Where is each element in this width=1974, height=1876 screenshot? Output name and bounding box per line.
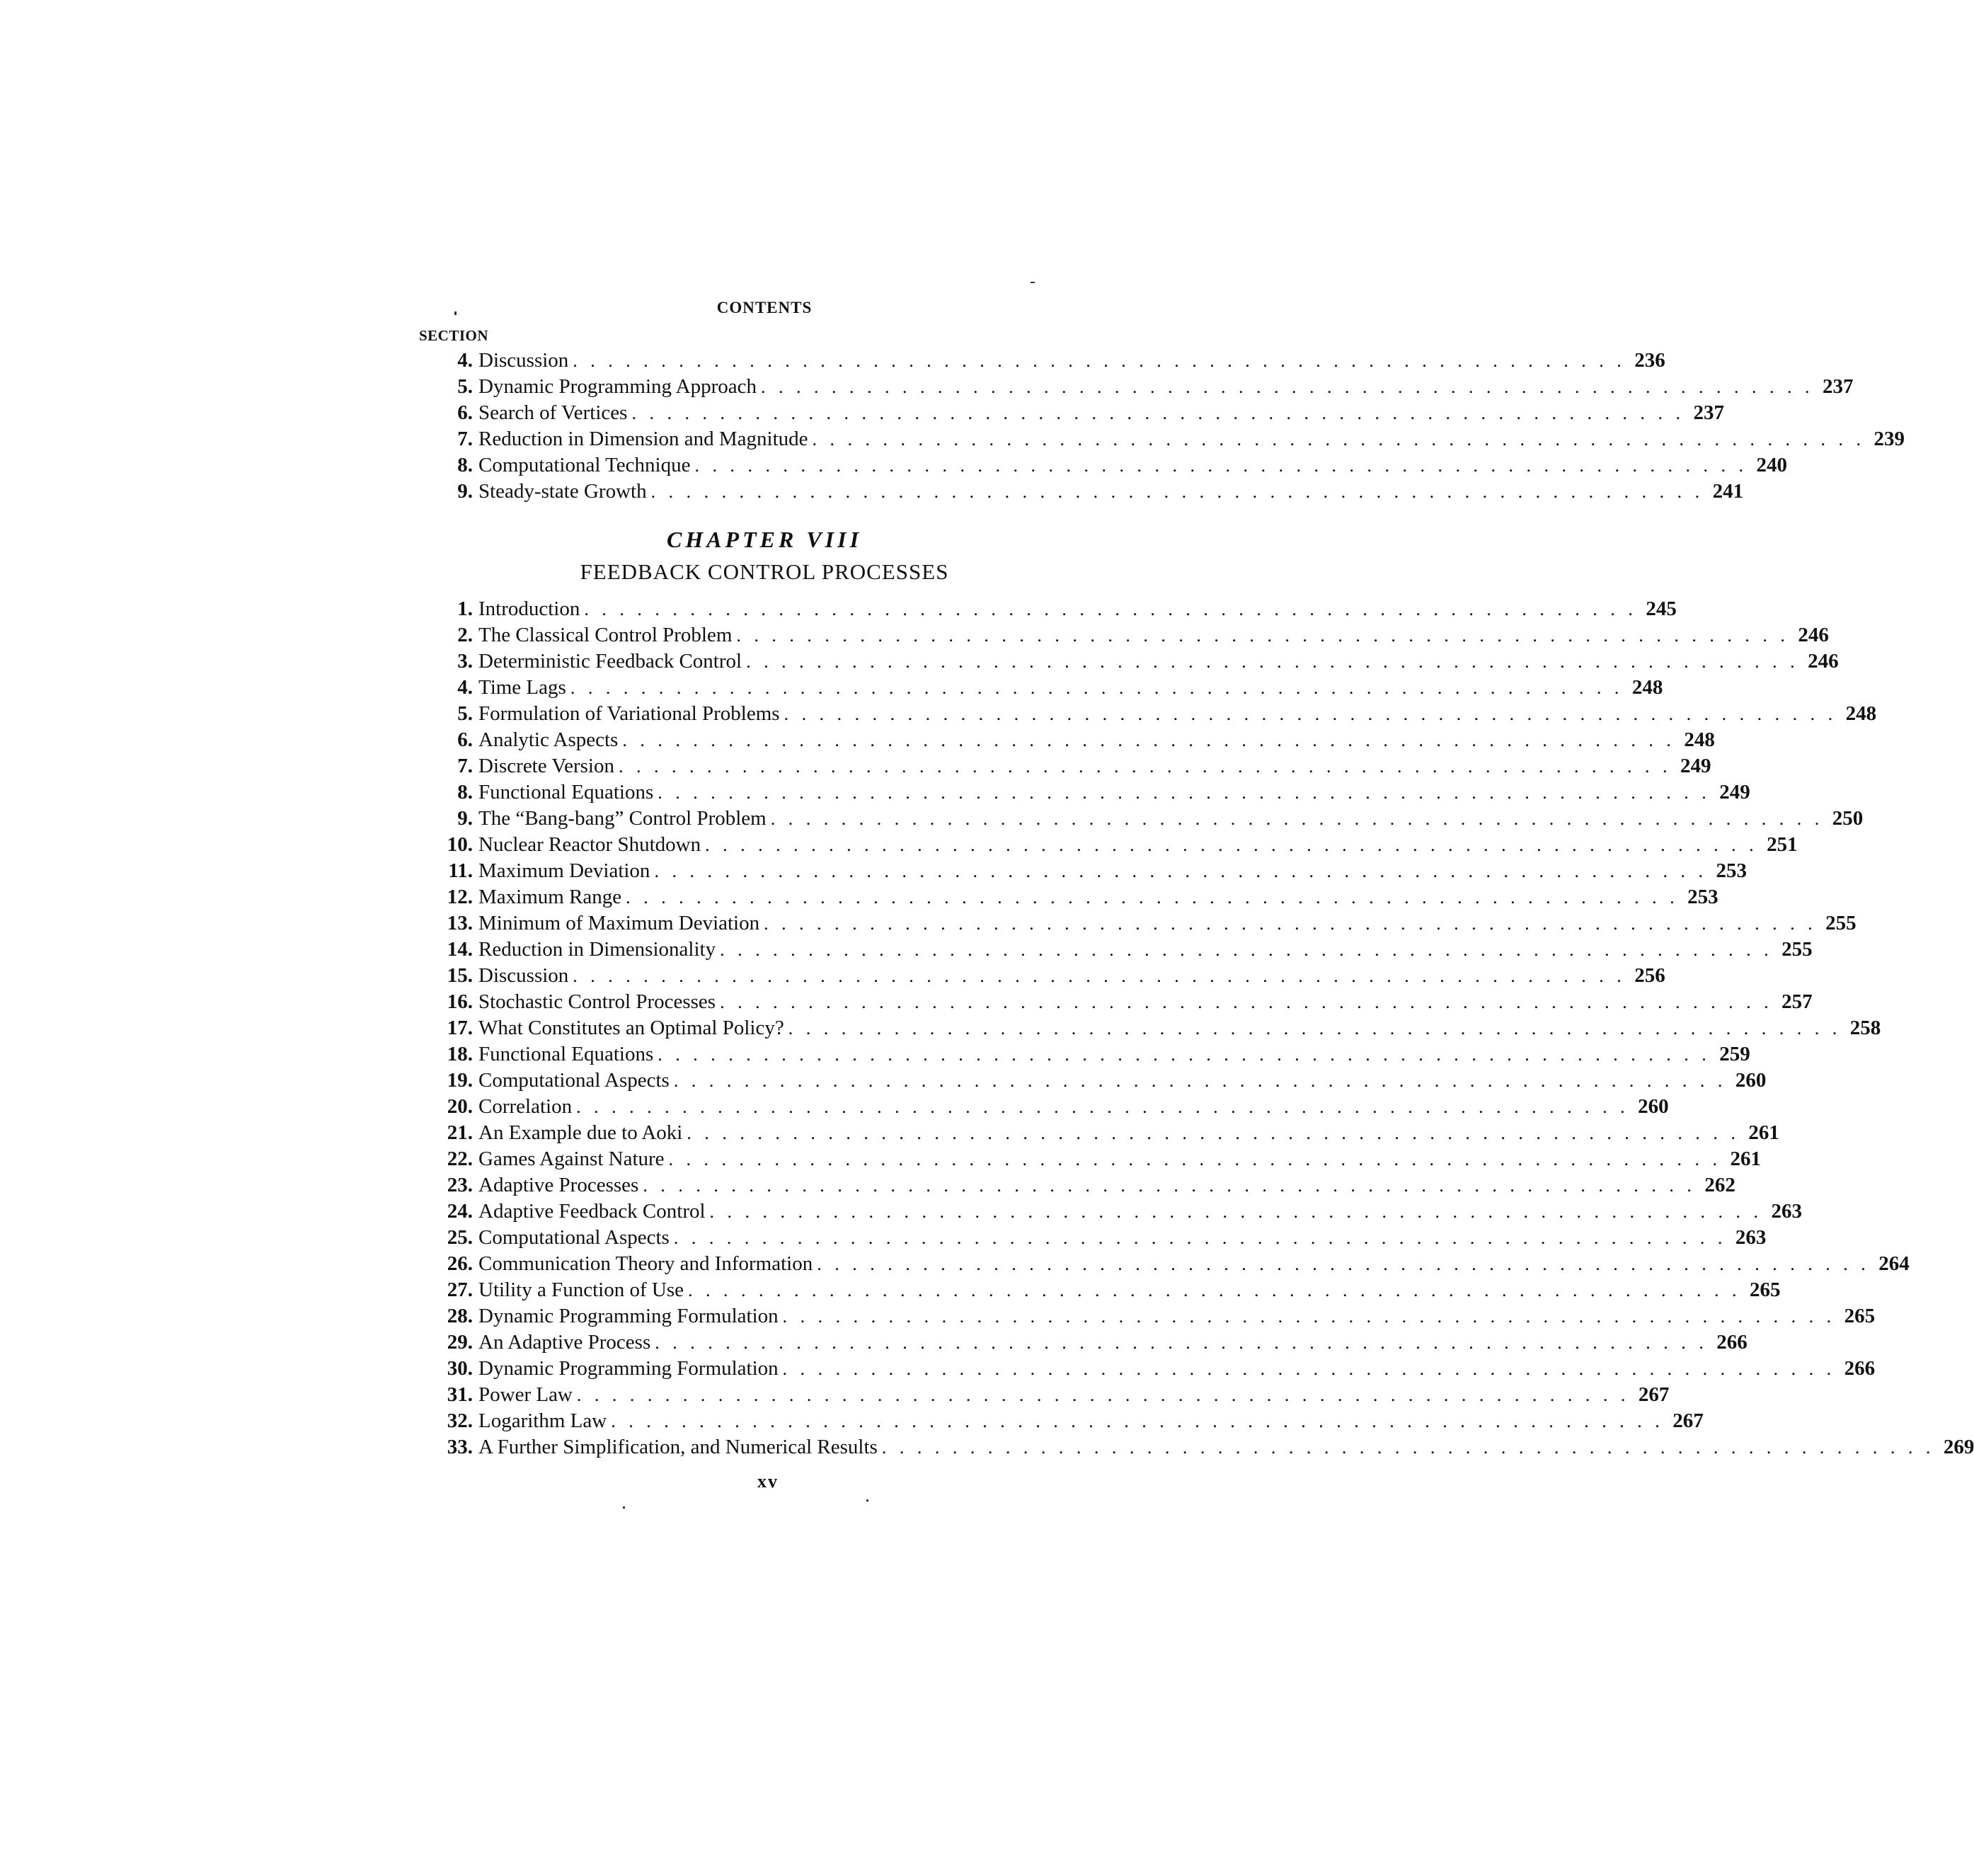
entry-page-number: 258 (1849, 1017, 1881, 1039)
toc-entry (418, 753, 1711, 779)
entry-title: Dynamic Programming Approach (478, 375, 757, 398)
dot-leader: . . . . . . . . . . . . . . . . . . . . . . . . . . . . . . . . . . . . . . . . . . . . . . . . . . . . . . . . . . . . (782, 1306, 1836, 1327)
entry-page-number: 262 (1704, 1174, 1735, 1196)
entry-number: 29. (447, 1331, 473, 1354)
dot-leader: . . . . . . . . . . . . . . . . . . . . . . . . . . . . . . . . . . . . . . . . . . . . . . . . . . . . . . . . . . . . (626, 887, 1679, 908)
entry-page-number: 236 (1634, 349, 1665, 372)
toc-entry (418, 452, 1787, 479)
entry-number: 17. (447, 1017, 473, 1039)
entry-page-number: 263 (1771, 1200, 1803, 1223)
entry-number: 22. (447, 1148, 473, 1170)
entry-page-number: 237 (1823, 375, 1854, 398)
dot-leader: . . . . . . . . . . . . . . . . . . . . . . . . . . . . . . . . . . . . . . . . . . . . . . . . . . . . . . . . . . . . (673, 1070, 1727, 1091)
toc-continued-list (418, 348, 1905, 505)
entry-page-number: 241 (1712, 480, 1744, 503)
toc-entry (418, 1068, 1767, 1094)
entry-number: 7. (457, 428, 473, 450)
dot-leader: . . . . . . . . . . . . . . . . . . . . . . . . . . . . . . . . . . . . . . . . . . . . . . . . . . . . . . . . . . . . (881, 1437, 1935, 1458)
entry-title: Stochastic Control Processes (478, 990, 716, 1013)
dot-leader: . . . . . . . . . . . . . . . . . . . . . . . . . . . . . . . . . . . . . . . . . . . . . . . . . . . . . . . . . . . . (668, 1149, 1722, 1169)
entry-number: 27. (447, 1279, 473, 1301)
dot-leader: . . . . . . . . . . . . . . . . . . . . . . . . . . . . . . . . . . . . . . . . . . . . . . . . . . . . . . . . . . . . (570, 677, 1624, 698)
entry-title: Dynamic Programming Formulation (478, 1357, 779, 1380)
entry-number: 30. (447, 1357, 473, 1380)
entry-page-number: 267 (1638, 1383, 1670, 1406)
toc-entry (418, 1329, 1748, 1356)
dot-leader: . . . . . . . . . . . . . . . . . . . . . . . . . . . . . . . . . . . . . . . . . . . . . . . . . . . . . . . . . . . . (631, 403, 1685, 423)
entry-number: 9. (457, 480, 473, 503)
entry-number: 12. (447, 886, 473, 908)
entry-title: Computational Aspects (478, 1226, 670, 1249)
entry-title: Steady-state Growth (478, 480, 647, 503)
toc-entry (418, 1015, 1881, 1041)
entry-page-number: 253 (1687, 886, 1718, 908)
page-folio: xv (757, 1471, 779, 1492)
dot-leader: . . . . . . . . . . . . . . . . . . . . . . . . . . . . . . . . . . . . . . . . . . . . . . . . . . . . . . . . . . . . (709, 1201, 1763, 1222)
toc-chapter-list (418, 596, 1974, 1460)
entry-page-number: 246 (1808, 650, 1839, 673)
toc-entry (418, 989, 1813, 1015)
entry-number: 1. (457, 597, 473, 620)
entry-page-number: 239 (1873, 428, 1905, 450)
toc-entry (418, 675, 1663, 701)
entry-page-number: 240 (1756, 454, 1787, 476)
entry-title: Nuclear Reactor Shutdown (478, 833, 701, 856)
entry-title: Correlation (478, 1095, 573, 1118)
toc-entry (418, 1120, 1779, 1146)
entry-title: Adaptive Processes (478, 1174, 639, 1196)
entry-page-number: 246 (1798, 624, 1829, 646)
dot-leader: . . . . . . . . . . . . . . . . . . . . . . . . . . . . . . . . . . . . . . . . . . . . . . . . . . . . . . . . . . . . (812, 429, 1866, 450)
toc-entry (418, 910, 1857, 937)
toc-entry (418, 779, 1750, 806)
entry-page-number: 265 (1844, 1305, 1876, 1327)
dot-leader: . . . . . . . . . . . . . . . . . . . . . . . . . . . . . . . . . . . . . . . . . . . . . . . . . . . . . . . . . . . . (618, 756, 1672, 777)
entry-number: 3. (457, 650, 473, 673)
entry-title: Functional Equations (478, 1043, 654, 1065)
toc-entry (418, 1356, 1876, 1382)
entry-number: 33. (447, 1436, 473, 1458)
entry-number: 31. (447, 1383, 473, 1406)
dot-leader: . . . . . . . . . . . . . . . . . . . . . . . . . . . . . . . . . . . . . . . . . . . . . . . . . . . . . . . . . . . . (736, 625, 1789, 646)
running-head: CONTENTS (716, 299, 813, 316)
entry-page-number: 266 (1844, 1357, 1876, 1380)
entry-number: 4. (457, 349, 473, 372)
dot-leader: . . . . . . . . . . . . . . . . . . . . . . . . . . . . . . . . . . . . . . . . . . . . . . . . . . . . . . . . . . . . (658, 782, 1711, 803)
entry-page-number: 255 (1825, 912, 1857, 934)
entry-page-number: 269 (1943, 1436, 1974, 1458)
entry-number: 24. (447, 1200, 473, 1223)
entry-number: 15. (447, 964, 473, 987)
chapter-number: CHAPTER VIII (666, 527, 863, 552)
entry-page-number: 263 (1735, 1226, 1767, 1249)
dot-leader: . . . . . . . . . . . . . . . . . . . . . . . . . . . . . . . . . . . . . . . . . . . . . . . . . . . . . . . . . . . . (720, 992, 1773, 1012)
entry-page-number: 260 (1638, 1095, 1669, 1118)
entry-title: Adaptive Feedback Control (478, 1200, 706, 1223)
entry-number: 20. (447, 1095, 473, 1118)
entry-title: What Constitutes an Optimal Policy? (478, 1017, 784, 1039)
entry-number: 21. (447, 1121, 473, 1144)
dot-leader: . . . . . . . . . . . . . . . . . . . . . . . . . . . . . . . . . . . . . . . . . . . . . . . . . . . . . . . . . . . . (788, 1018, 1842, 1039)
entry-page-number: 248 (1631, 676, 1663, 699)
entry-page-number: 253 (1716, 859, 1747, 882)
entry-page-number: 251 (1767, 833, 1798, 856)
entry-page-number: 250 (1832, 807, 1864, 830)
dot-leader: . . . . . . . . . . . . . . . . . . . . . . . . . . . . . . . . . . . . . . . . . . . . . . . . . . . . . . . . . . . . (746, 651, 1799, 672)
entry-number: 28. (447, 1305, 473, 1327)
entry-title: Functional Equations (478, 781, 654, 803)
entry-number: 18. (447, 1043, 473, 1065)
dot-leader: . . . . . . . . . . . . . . . . . . . . . . . . . . . . . . . . . . . . . . . . . . . . . . . . . . . . . . . . . . . . (673, 1228, 1727, 1248)
entry-title: An Example due to Aoki (478, 1121, 683, 1144)
entry-number: 14. (447, 938, 473, 961)
dot-leader: . . . . . . . . . . . . . . . . . . . . . . . . . . . . . . . . . . . . . . . . . . . . . . . . . . . . . . . . . . . . (654, 861, 1707, 881)
dot-leader: . . . . . . . . . . . . . . . . . . . . . . . . . . . . . . . . . . . . . . . . . . . . . . . . . . . . . . . . . . . . (705, 835, 1758, 855)
dot-leader: . . . . . . . . . . . . . . . . . . . . . . . . . . . . . . . . . . . . . . . . . . . . . . . . . . . . . . . . . . . . (687, 1123, 1740, 1143)
entry-number: 26. (447, 1252, 473, 1275)
entry-title: Games Against Nature (478, 1148, 665, 1170)
entry-title: Computational Aspects (478, 1069, 670, 1092)
toc-entry (418, 1408, 1704, 1434)
entry-page-number: 265 (1749, 1279, 1781, 1301)
entry-page-number: 267 (1672, 1409, 1704, 1432)
entry-title: Maximum Deviation (478, 859, 650, 882)
toc-entry (418, 937, 1813, 963)
entry-title: Discussion (478, 964, 569, 987)
entry-title: An Adaptive Process (478, 1331, 651, 1354)
entry-page-number: 260 (1735, 1069, 1767, 1092)
entry-page-number: 261 (1730, 1148, 1762, 1170)
scan-speck (623, 1506, 625, 1509)
toc-entry (418, 884, 1718, 910)
toc-entry (418, 832, 1798, 858)
toc-entry (418, 648, 1839, 675)
toc-entry (418, 1094, 1669, 1120)
entry-page-number: 256 (1634, 964, 1665, 987)
dot-leader: . . . . . . . . . . . . . . . . . . . . . . . . . . . . . . . . . . . . . . . . . . . . . . . . . . . . . . . . . . . . (573, 966, 1626, 986)
toc-entry (418, 1172, 1735, 1199)
dot-leader: . . . . . . . . . . . . . . . . . . . . . . . . . . . . . . . . . . . . . . . . . . . . . . . . . . . . . . . . . . . . (764, 913, 1817, 934)
entry-title: Computational Technique (478, 454, 691, 476)
entry-page-number: 259 (1719, 1043, 1750, 1065)
entry-title: Utility a Function of Use (478, 1279, 684, 1301)
entry-title: A Further Simplification, and Numerical Results (478, 1436, 878, 1458)
dot-leader: . . . . . . . . . . . . . . . . . . . . . . . . . . . . . . . . . . . . . . . . . . . . . . . . . . . . . . . . . . . . (694, 455, 1748, 476)
entry-page-number: 257 (1781, 990, 1813, 1013)
entry-number: 6. (457, 401, 473, 424)
toc-entry (418, 858, 1747, 884)
entry-title: Search of Vertices (478, 401, 628, 424)
toc-entry (418, 1434, 1974, 1460)
toc-entry (418, 1251, 1910, 1277)
entry-number: 32. (447, 1409, 473, 1432)
entry-number: 25. (447, 1226, 473, 1249)
toc-entry (418, 1225, 1767, 1251)
entry-title: Discussion (478, 349, 569, 372)
dot-leader: . . . . . . . . . . . . . . . . . . . . . . . . . . . . . . . . . . . . . . . . . . . . . . . . . . . . . . . . . . . . (817, 1254, 1870, 1274)
toc-entry (418, 963, 1665, 989)
entry-page-number: 264 (1878, 1252, 1910, 1275)
dot-leader: . . . . . . . . . . . . . . . . . . . . . . . . . . . . . . . . . . . . . . . . . . . . . . . . . . . . . . . . . . . . (761, 377, 1814, 397)
dot-leader: . . . . . . . . . . . . . . . . . . . . . . . . . . . . . . . . . . . . . . . . . . . . . . . . . . . . . . . . . . . . (720, 939, 1773, 960)
entry-title: The Classical Control Problem (478, 624, 733, 646)
entry-number: 13. (447, 912, 473, 934)
toc-entry (418, 727, 1715, 753)
toc-entry (418, 1382, 1670, 1408)
entry-page-number: 248 (1845, 702, 1877, 725)
dot-leader: . . . . . . . . . . . . . . . . . . . . . . . . . . . . . . . . . . . . . . . . . . . . . . . . . . . . . . . . . . . . (784, 704, 1837, 724)
entry-number: 8. (457, 454, 473, 476)
entry-number: 16. (447, 990, 473, 1013)
entry-number: 9. (457, 807, 473, 830)
entry-number: 6. (457, 728, 473, 751)
entry-title: Maximum Range (478, 886, 622, 908)
scan-speck (1031, 282, 1035, 283)
dot-leader: . . . . . . . . . . . . . . . . . . . . . . . . . . . . . . . . . . . . . . . . . . . . . . . . . . . . . . . . . . . . (584, 599, 1637, 619)
entry-page-number: 261 (1748, 1121, 1779, 1144)
toc-entry (418, 1041, 1750, 1068)
entry-title: Discrete Version (478, 755, 614, 777)
entry-title: Formulation of Variational Problems (478, 702, 780, 725)
dot-leader: . . . . . . . . . . . . . . . . . . . . . . . . . . . . . . . . . . . . . . . . . . . . . . . . . . . . . . . . . . . . (576, 1097, 1629, 1117)
dot-leader: . . . . . . . . . . . . . . . . . . . . . . . . . . . . . . . . . . . . . . . . . . . . . . . . . . . . . . . . . . . . (643, 1175, 1696, 1196)
entry-title: The “Bang-bang” Control Problem (478, 807, 767, 830)
entry-page-number: 237 (1693, 401, 1724, 424)
section-label: SECTION (419, 327, 489, 344)
entry-title: Reduction in Dimensionality (478, 938, 716, 961)
dot-leader: . . . . . . . . . . . . . . . . . . . . . . . . . . . . . . . . . . . . . . . . . . . . . . . . . . . . . . . . . . . . (650, 481, 1704, 502)
entry-title: Analytic Aspects (478, 728, 619, 751)
toc-entry (418, 374, 1854, 400)
entry-title: Logarithm Law (478, 1409, 607, 1432)
dot-leader: . . . . . . . . . . . . . . . . . . . . . . . . . . . . . . . . . . . . . . . . . . . . . . . . . . . . . . . . . . . . (622, 730, 1675, 750)
toc-entry (418, 479, 1744, 505)
dot-leader: . . . . . . . . . . . . . . . . . . . . . . . . . . . . . . . . . . . . . . . . . . . . . . . . . . . . . . . . . . . . (782, 1359, 1836, 1379)
toc-entry (418, 622, 1829, 648)
dot-leader: . . . . . . . . . . . . . . . . . . . . . . . . . . . . . . . . . . . . . . . . . . . . . . . . . . . . . . . . . . . . (658, 1044, 1711, 1065)
toc-entry (418, 1146, 1762, 1172)
entry-title: Reduction in Dimension and Magnitude (478, 428, 808, 450)
toc-entry (418, 348, 1665, 374)
toc-entry (418, 426, 1905, 452)
entry-number: 23. (447, 1174, 473, 1196)
toc-entry (418, 701, 1877, 727)
dot-leader: . . . . . . . . . . . . . . . . . . . . . . . . . . . . . . . . . . . . . . . . . . . . . . . . . . . . . . . . . . . . (770, 808, 1824, 829)
toc-entry (418, 806, 1864, 832)
entry-title: Deterministic Feedback Control (478, 650, 742, 673)
toc-entry (418, 1277, 1781, 1303)
entry-title: Communication Theory and Information (478, 1252, 813, 1275)
scan-speck (866, 1499, 868, 1502)
dot-leader: . . . . . . . . . . . . . . . . . . . . . . . . . . . . . . . . . . . . . . . . . . . . . . . . . . . . . . . . . . . . (687, 1280, 1741, 1300)
toc-entry (418, 596, 1677, 622)
entry-number: 5. (457, 702, 473, 725)
dot-leader: . . . . . . . . . . . . . . . . . . . . . . . . . . . . . . . . . . . . . . . . . . . . . . . . . . . . . . . . . . . . (655, 1332, 1708, 1353)
toc-entry (418, 1303, 1876, 1329)
entry-number: 7. (457, 755, 473, 777)
entry-number: 2. (457, 624, 473, 646)
dot-leader: . . . . . . . . . . . . . . . . . . . . . . . . . . . . . . . . . . . . . . . . . . . . . . . . . . . . . . . . . . . . (576, 1385, 1630, 1405)
entry-number: 11. (448, 859, 473, 882)
entry-number: 4. (457, 676, 473, 699)
entry-number: 5. (457, 375, 473, 398)
dot-leader: . . . . . . . . . . . . . . . . . . . . . . . . . . . . . . . . . . . . . . . . . . . . . . . . . . . . . . . . . . . . (573, 350, 1626, 371)
entry-title: Power Law (478, 1383, 573, 1406)
entry-number: 19. (447, 1069, 473, 1092)
entry-title: Time Lags (478, 676, 566, 699)
entry-page-number: 249 (1680, 755, 1711, 777)
entry-number: 8. (457, 781, 473, 803)
chapter-title: FEEDBACK CONTROL PROCESSES (580, 559, 949, 584)
entry-page-number: 245 (1646, 597, 1677, 620)
entry-title: Introduction (478, 597, 580, 620)
toc-entry (418, 1199, 1803, 1225)
entry-page-number: 266 (1716, 1331, 1748, 1354)
entry-page-number: 248 (1684, 728, 1715, 751)
entry-title: Minimum of Maximum Deviation (478, 912, 760, 934)
toc-entry (418, 400, 1724, 426)
entry-page-number: 249 (1719, 781, 1750, 803)
entry-page-number: 255 (1781, 938, 1813, 961)
dot-leader: . . . . . . . . . . . . . . . . . . . . . . . . . . . . . . . . . . . . . . . . . . . . . . . . . . . . . . . . . . . . (611, 1411, 1664, 1431)
entry-number: 10. (447, 833, 473, 856)
entry-title: Dynamic Programming Formulation (478, 1305, 779, 1327)
